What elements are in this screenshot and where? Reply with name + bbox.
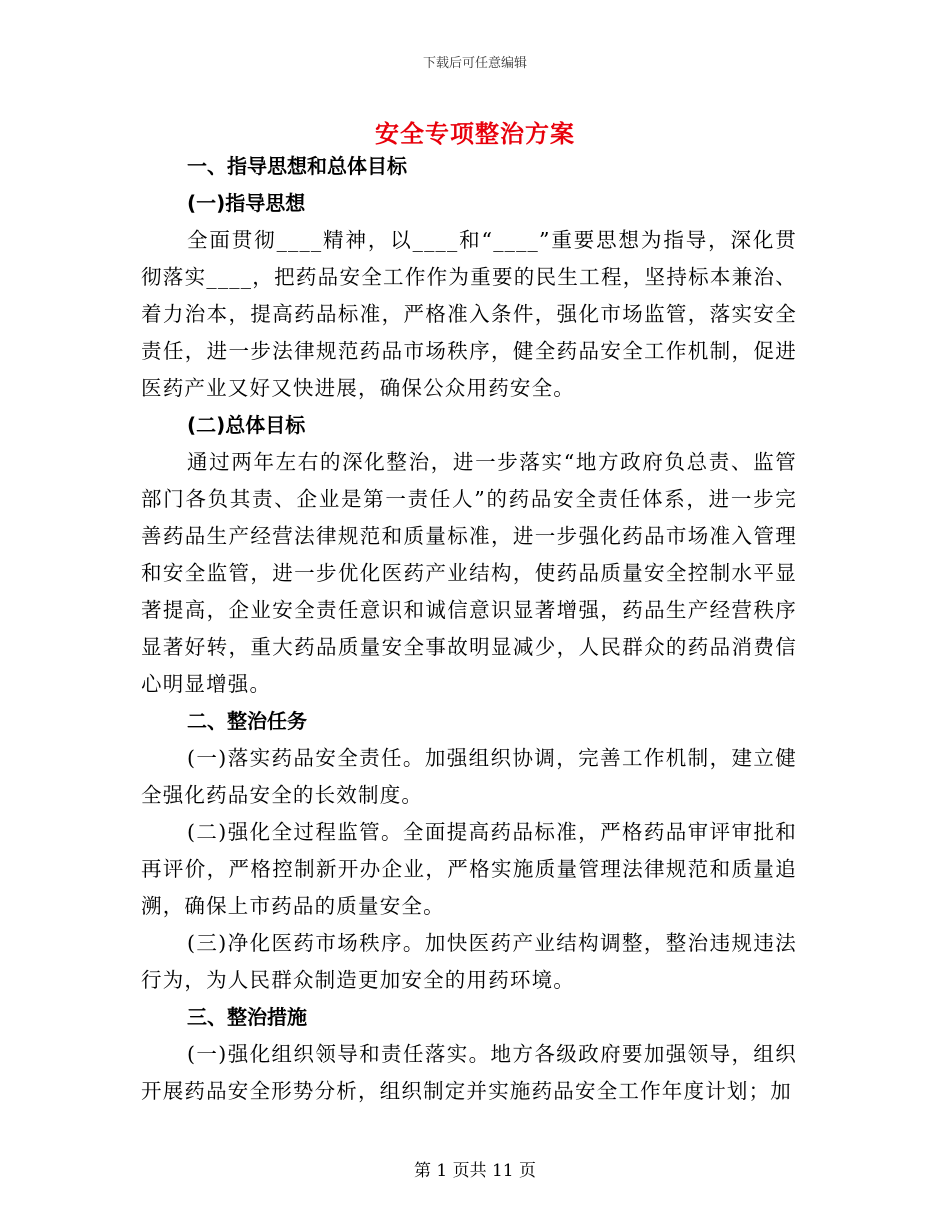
section-heading: 三、整治措施 bbox=[187, 1005, 307, 1029]
document-title: 安全专项整治方案 bbox=[375, 119, 575, 148]
section-heading: 二、整治任务 bbox=[187, 709, 307, 733]
body-paragraph: 全面贯彻____精神，以____和“____”重要思想为指导，深化贯彻落实____，把药品安全工作作为重要的民生工程，坚持标本兼治、着力治本，提高药品标准，严格准入条件，强化市场监管，落实安全责任，进一步法律规范药品市场秩序，健全药品安全工作机制，促进医药产业又好又快进展，确保公众用药安全。 bbox=[141, 228, 797, 400]
body-paragraph: (三)净化医药市场秩序。加快医药产业结构调整，整治违规违法行为，为人民群众制造更加安全的用药环境。 bbox=[141, 931, 797, 992]
page-footer: 第 1 页共 11 页 bbox=[413, 1161, 537, 1181]
body-paragraph: 通过两年左右的深化整治，进一步落实“地方政府负总责、监管部门各负其责、企业是第一责任人”的药品安全责任体系，进一步完善药品生产经营法律规范和质量标准，进一步强化药品市场准入管理和安全监管，进一步优化医药产业结构，使药品质量安全控制水平显著提高，企业安全责任意识和诚信意识显著增强，药品生产经营秩序显著好转，重大药品质量安全事故明显减少，人民群众的药品消费信心明显增强。 bbox=[141, 450, 797, 696]
body-paragraph: (二)强化全过程监管。全面提高药品标准，严格药品审评审批和再评价，严格控制新开办企业，严格实施质量管理法律规范和质量追溯，确保上市药品的质量安全。 bbox=[141, 820, 797, 918]
section-heading: 一、指导思想和总体目标 bbox=[187, 154, 407, 178]
subsection-heading: (一)指导思想 bbox=[187, 191, 306, 215]
document-body bbox=[141, 148, 797, 1110]
subsection-heading: (二)总体目标 bbox=[187, 413, 306, 437]
body-paragraph: (一)落实药品安全责任。加强组织协调，完善工作机制，建立健全强化药品安全的长效制度。 bbox=[141, 746, 797, 807]
header-note: 下载后可任意编辑 bbox=[422, 56, 527, 71]
body-paragraph: (一)强化组织领导和责任落实。地方各级政府要加强领导，组织开展药品安全形势分析，组织制定并实施药品安全工作年度计划；加 bbox=[141, 1042, 797, 1103]
